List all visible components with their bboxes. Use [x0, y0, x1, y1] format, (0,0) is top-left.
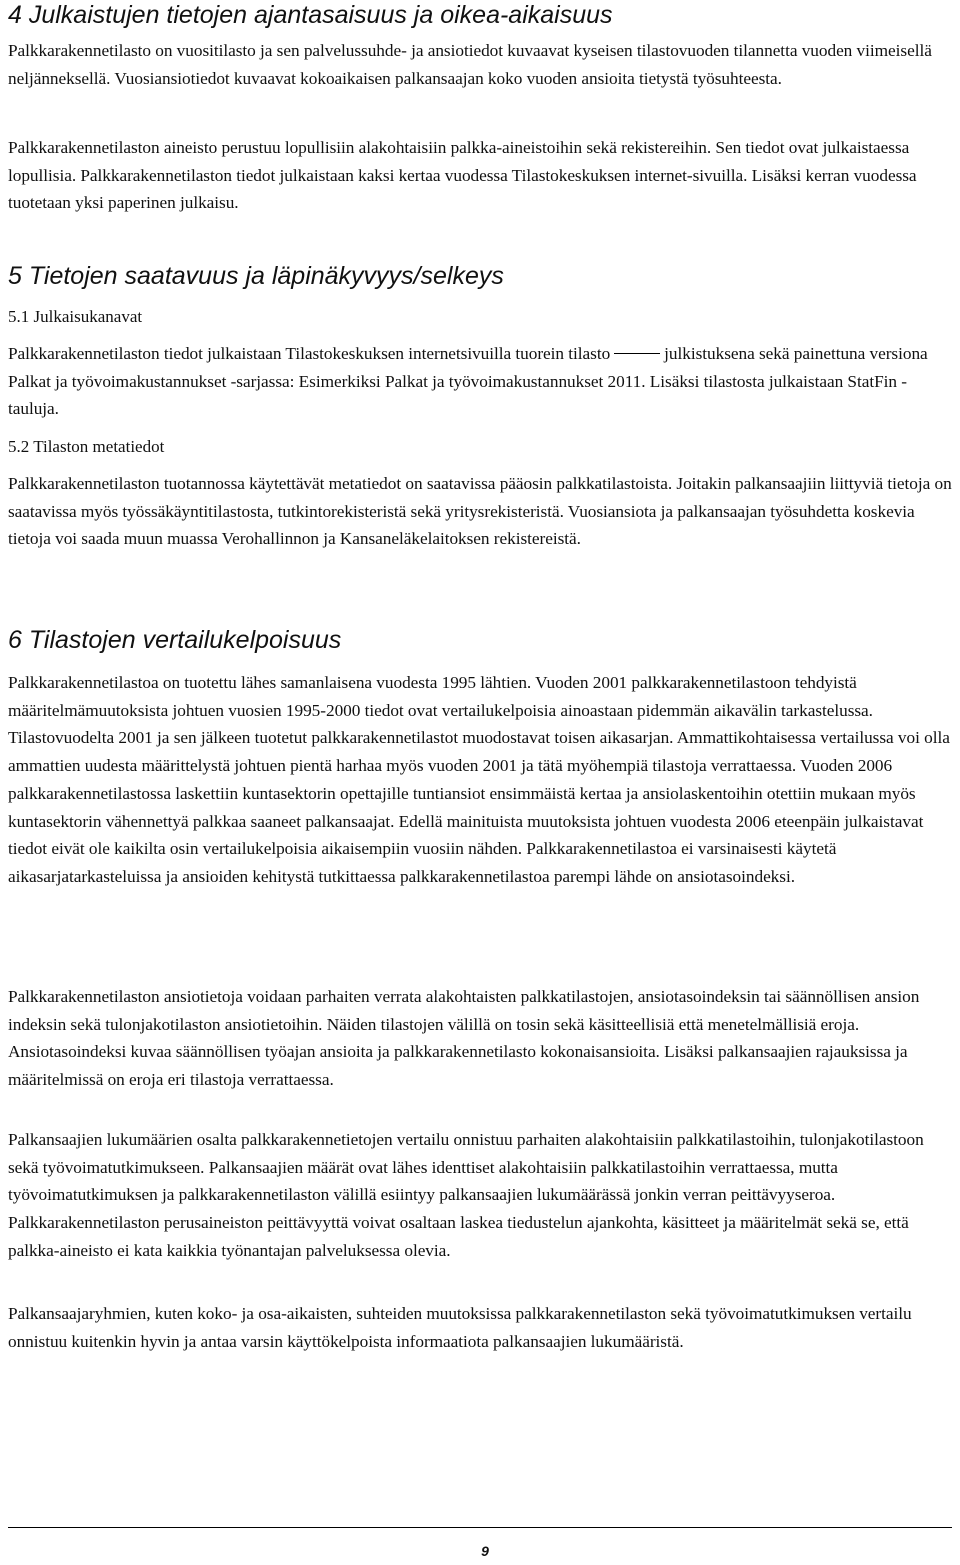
section-5-2-heading: 5.2 Tilaston metatiedot	[8, 437, 165, 456]
section-5-heading: 5 Tietojen saatavuus ja läpinäkyvyys/selkeys	[8, 262, 504, 290]
section-5-1-heading: 5.1 Julkaisukanavat	[8, 307, 143, 326]
em-dash-rule	[614, 353, 660, 354]
section-5-1-paragraph	[8, 340, 956, 423]
section-4-paragraph-1: Palkkarakennetilasto on vuositilasto ja sen palvelussuhde- ja ansiotiedot kuvaavat kyseisen tilastovuoden tilannetta vuoden viimeisellä neljänneksellä. Vuosiansiotiedot kuvaavat kokoaikaisen palkansaajan koko vuoden ansioita tietystä työsuhteesta.	[8, 41, 932, 88]
section-6-heading: 6 Tilastojen vertailukelpoisuus	[8, 626, 342, 654]
page-number: 9	[481, 1543, 489, 1559]
section-4-heading: 4 Julkaistujen tietojen ajantasaisuus ja oikea-aikaisuus	[8, 1, 613, 29]
section-5-1-text-before: Palkkarakennetilaston tiedot julkaistaan Tilastokeskuksen internetsivuilla tuorein tilasto	[8, 344, 611, 363]
section-6-paragraph-3: Palkansaajien lukumäärien osalta palkkarakennetietojen vertailu onnistuu parhaiten alakohtaisiin palkkatilastoihin, tulonjakotilastoon sekä työvoimatutkimukseen. Palkansaajien määrät ovat lähes identtiset alakohtaisiin palkkatilastoihin verrattaessa, mutta työvoimatutkimuksen ja palkkarakennetilaston välillä esiintyy palkansaajien lukumäärässä jonkin verran peittävyyseroa. Palkkarakennetilaston perusaineiston peittävyyttä voivat osaltaan laskea tiedustelun ajankohta, käsitteet ja määritelmät sekä se, että palkka-aineisto ei kata kaikkia työnantajan palveluksessa olevia.	[8, 1130, 924, 1260]
section-6-paragraph-2: Palkkarakennetilaston ansiotietoja voidaan parhaiten verrata alakohtaisten palkkatilastojen, ansiotasoindeksin tai säännöllisen ansion indeksin sekä tulonjakotilaston ansiotietoihin. Näiden tilastojen välillä on tosin sekä käsitteellisiä että menetelmällisiä eroja. Ansiotasoindeksi kuvaa säännöllisen työajan ansioita ja palkkarakennetilasto kokonaisansioita. Lisäksi palkansaajien rajauksissa ja määritelmissä on eroja eri tilastoja verrattaessa.	[8, 987, 920, 1090]
section-6-paragraph-4: Palkansaajaryhmien, kuten koko- ja osa-aikaisten, suhteiden muutoksissa palkkarakennetilaston sekä työvoimatutkimuksen vertailu onnistuu kuitenkin hyvin ja antaa varsin käyttökelpoista informaatiota palkansaajien lukumääristä.	[8, 1304, 912, 1351]
footer-divider	[8, 1527, 952, 1528]
section-6-paragraph-1: Palkkarakennetilastoa on tuotettu lähes samanlaisena vuodesta 1995 lähtien. Vuoden 2001 palkkarakennetilastoon tehdyistä määritelmämuutoksista johtuen vuosien 1995-2000 tiedot ovat vertailukelpoisia ainoastaan pidemmän aikavälin tarkastelussa. Tilastovuodelta 2001 ja sen jälkeen tuotetut palkkarakennetilastot muodostavat toisen aikasarjan. Ammattikohtaisessa vertailussa voi olla ammattien uudesta määrittelystä johtuen pientä harhaa myös vuoden 2001 ja tätä myöhempiä tilastoja verrattaessa. Vuoden 2006 palkkarakennetilastossa laskettiin kuntasektorin opettajille tuntiansiot ensimmäistä kertaa ja ansiolaskentoihin otettiin mukaan myös kuntasektorin vähennettyä palkkaa saaneet palkansaajat. Edellä mainituista muutoksista johtuen vuodesta 2006 eteenpäin julkaistavat tiedot eivät ole kaikilta osin vertailukelpoisia aikaisempiin vuosiin nähden. Palkkarakennetilastoa ei varsinaisesti käytetä aikasarjatarkasteluissa ja ansioiden kehitystä tutkittaessa palkkarakennetilastoa parempi lähde on ansiotasoindeksi.	[8, 673, 950, 886]
section-5-2-paragraph: Palkkarakennetilaston tuotannossa käytettävät metatiedot on saatavissa pääosin palkkatilastoista. Joitakin palkansaajiin liittyviä tietoja on saatavissa myös työssäkäyntitilastosta, tutkintorekisteristä sekä yritysrekisteristä. Vuosiansiota ja palkansaajan työsuhdetta koskevia tietoja voi saada muun muassa Verohallinnon ja Kansaneläkelaitoksen rekistereistä.	[8, 474, 952, 549]
section-5-1-text-after: julkistuksena sekä painettuna versiona Palkat ja työvoimakustannukset -sarjassa: Esimerkiksi Palkat ja työvoimakustannukset 2011. Lisäksi tilastosta julkaistaan StatFin -tauluja.	[8, 344, 928, 419]
section-4-paragraph-2: Palkkarakennetilaston aineisto perustuu lopullisiin alakohtaisiin palkka-aineistoihin sekä rekistereihin. Sen tiedot ovat julkaistaessa lopullisia. Palkkarakennetilaston tiedot julkaistaan kaksi kertaa vuodessa Tilastokeskuksen internet-sivuilla. Lisäksi kerran vuodessa tuotetaan yksi paperinen julkaisu.	[8, 138, 917, 213]
